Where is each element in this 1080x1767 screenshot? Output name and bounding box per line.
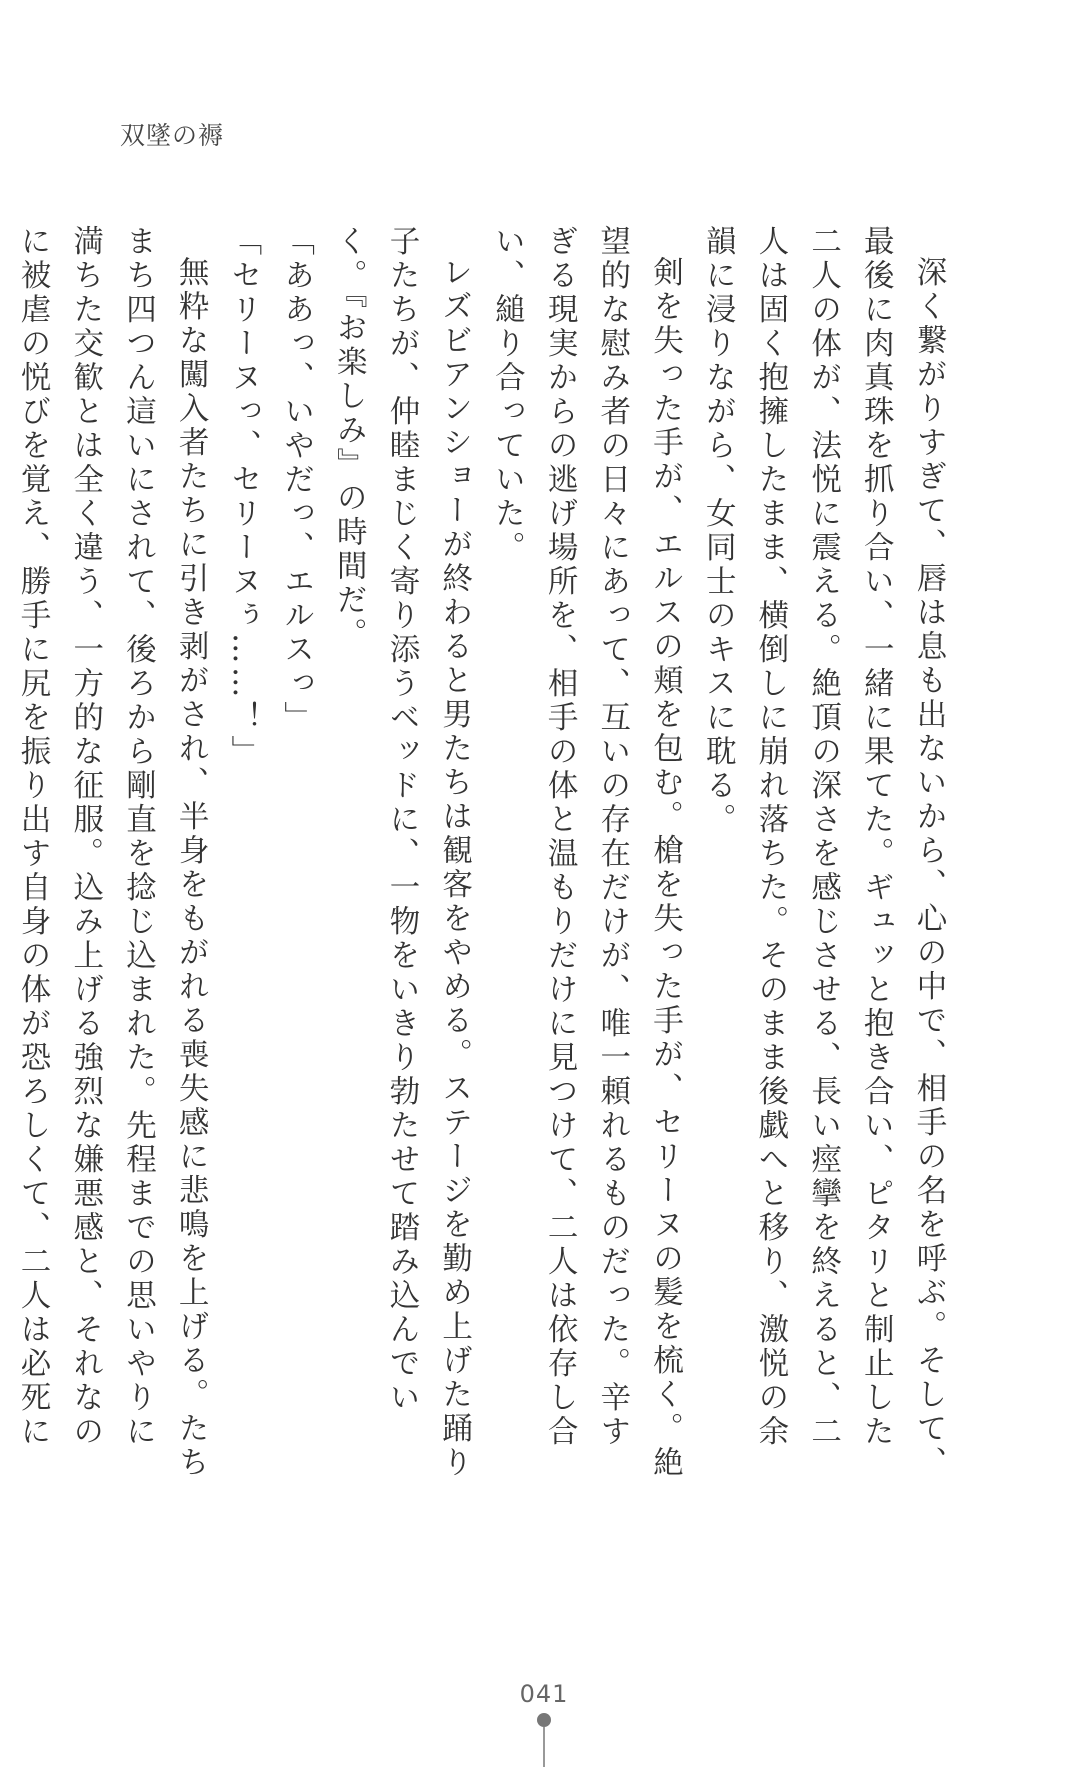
dialogue-line: 「ああっ、いやだっ、エルスっ」: [278, 225, 314, 735]
running-head: 双墜の褥: [120, 121, 225, 150]
page-marker-line: [543, 1727, 545, 1767]
paragraph-dependence: 剣を失った手が、エルスの頬を包む。槍を失った手が、セリーヌの髪を梳く。絶望的な慰み者の日々にあって、互いの存在だけが、唯一頼れるものだった。辛すぎる現実からの逃げ場所を、相手の体と温もりだけに見つけて、二人は依存し合い、縋り合っていた。: [489, 225, 683, 1480]
paragraph-kiss: 深く繋がりすぎて、唇は息も出ないから、心の中で、相手の名を呼ぶ。そして、最後に肉真珠を抓り合い、一緒に果てた。ギュッと抱き合い、ピタリと制止した二人の体が、法悦に震える。絶頂の深さを感じさせる、長い痙攣を終えると、二人は固く抱擁したまま、横倒しに崩れ落ちた。そのまま後戯へと移り、激悦の余韻に浸りながら、女同士のキスに耽る。: [700, 225, 946, 1480]
body-text: [15, 225, 954, 1480]
page-number: 041: [519, 1680, 569, 1708]
paragraph-show-end: レズビアンショーが終わると男たちは観客をやめる。ステージを勤め上げた踊り子たちが、仲睦まじく寄り添うベッドに、一物をいきり勃たせて踏み込んでいく。『お楽しみ』の時間だ。: [331, 225, 472, 1480]
dialogue-line: 「セリーヌっ、セリーヌぅ……！」: [225, 225, 261, 769]
paragraph-intrusion: 無粋な闖入者たちに引き剥がされ、半身をもがれる喪失感に悲鳴を上げる。たちまち四つん這いにされて、後ろから剛直を捻じ込まれた。先程までの思いやりに満ちた交歓とは全く違う、一方的な征服。込み上げる強烈な嫌悪感と、それなのに被虐の悦びを覚え、勝手に尻を振り出す自身の体が恐ろしくて、二人は必死に: [15, 225, 209, 1480]
page-marker-dot-icon: [537, 1713, 551, 1727]
